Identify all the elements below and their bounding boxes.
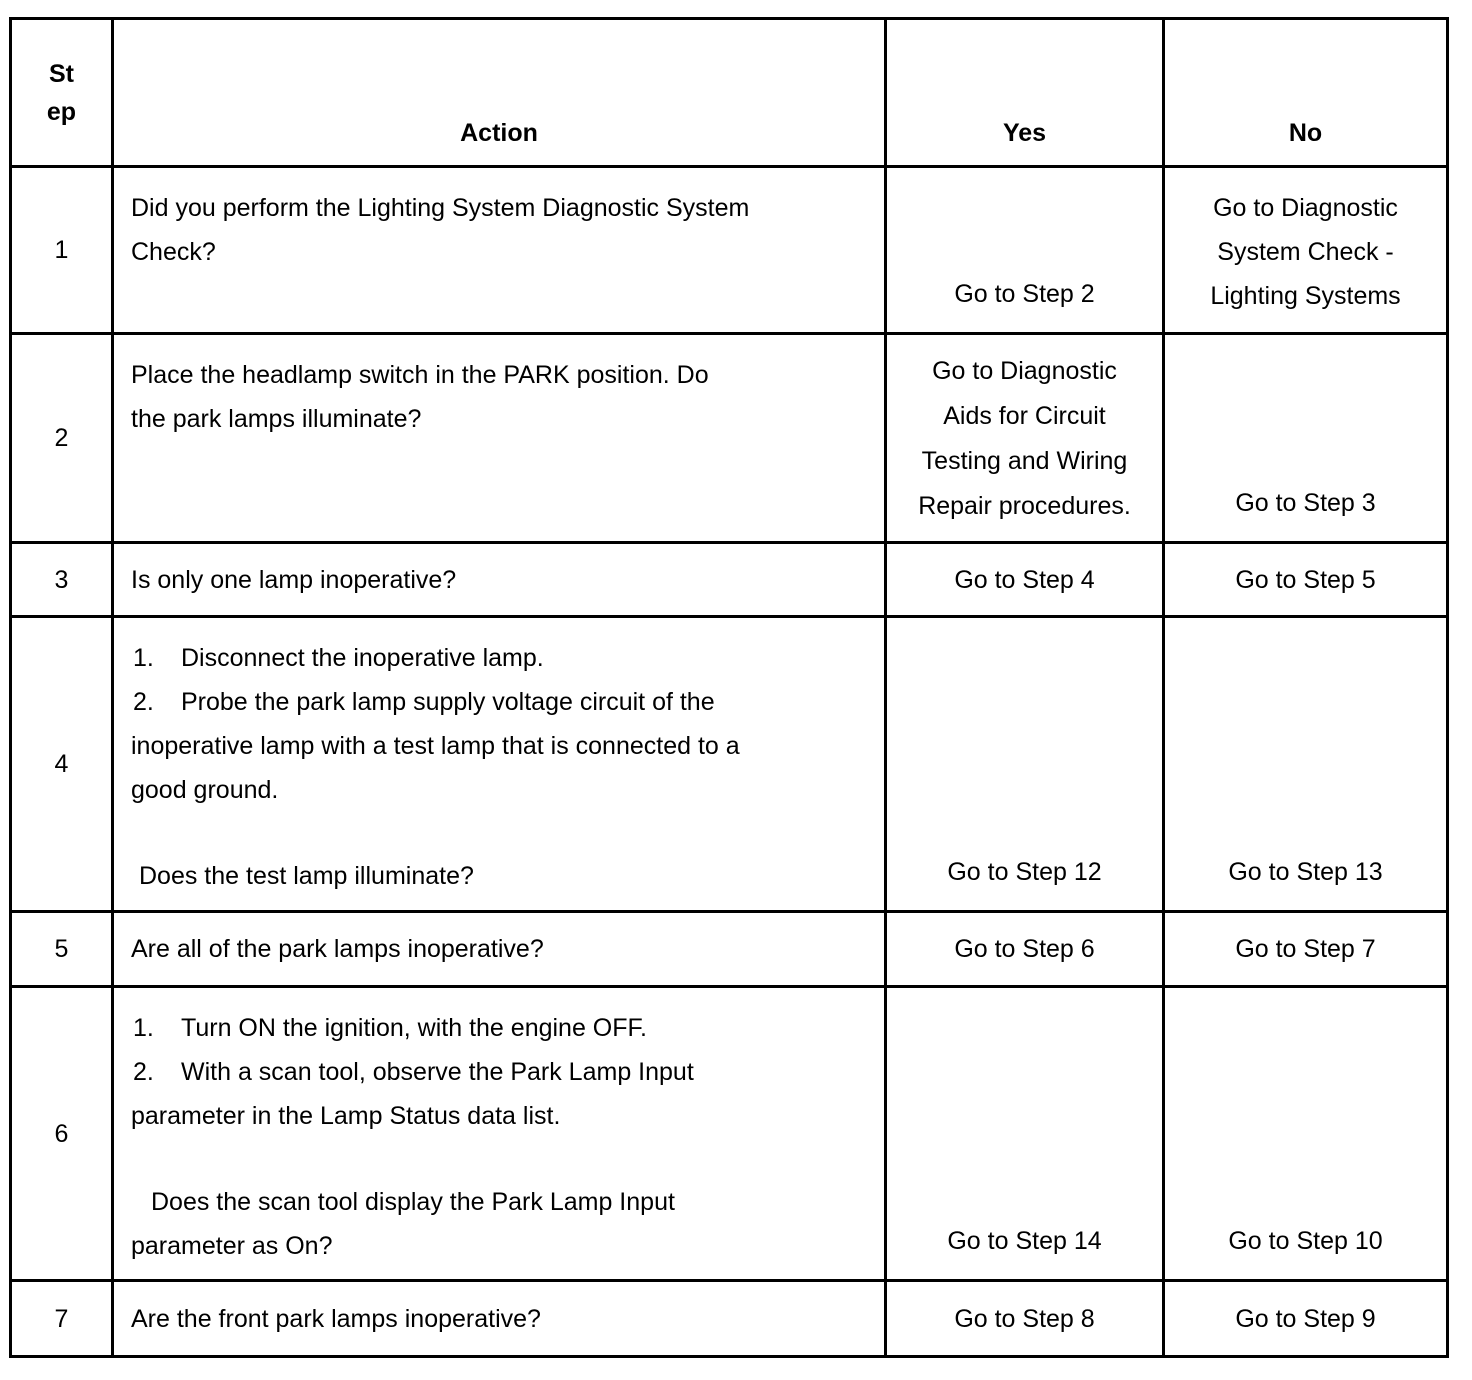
action-cell: Place the headlamp switch in the PARK position. Do the park lamps illuminate? (113, 334, 886, 543)
yes-cell: Go to Step 2 (886, 167, 1164, 334)
step-number: 5 (11, 912, 113, 987)
header-row (11, 19, 1448, 167)
table-row (11, 167, 1448, 334)
no-cell: Go to Step 10 (1164, 987, 1448, 1281)
question: Does the scan tool display the Park Lamp Input (151, 1188, 675, 1216)
table-row (11, 543, 1448, 617)
header-no: No (1164, 19, 1448, 167)
header-action: Action (113, 19, 886, 167)
action-cell: Are the front park lamps inoperative? (113, 1281, 886, 1357)
yes-cell: Go to Step 8 (886, 1281, 1164, 1357)
yes-cell: Go to Step 6 (886, 912, 1164, 987)
question: Does the test lamp illuminate? (139, 862, 474, 890)
step-number: 6 (11, 987, 113, 1281)
table-row (11, 912, 1448, 987)
no-cell: Go to Diagnostic System Check - Lighting Systems (1164, 167, 1448, 334)
no-cell: Go to Step 3 (1164, 334, 1448, 543)
diagnostic-table (9, 17, 1449, 1358)
step-number: 1 (11, 167, 113, 334)
table-row (11, 1281, 1448, 1357)
table-row (11, 987, 1448, 1281)
list-item: 2. With a scan tool, observe the Park Lamp Input (133, 1058, 694, 1086)
action-cell: 1. Turn ON the ignition, with the engine OFF. 2. With a scan tool, observe the Park Lamp Input parameter in the Lamp Status data list. Does the scan tool display the Park Lamp Input parameter as On? (113, 987, 886, 1281)
no-cell: Go to Step 13 (1164, 617, 1448, 912)
list-item: 2. Probe the park lamp supply voltage circuit of the (133, 688, 715, 716)
step-number: 3 (11, 543, 113, 617)
list-item: 1. Disconnect the inoperative lamp. (133, 644, 544, 672)
table-row (11, 334, 1448, 543)
step-number: 7 (11, 1281, 113, 1357)
action-cell: 1. Disconnect the inoperative lamp. 2. Probe the park lamp supply voltage circuit of the inoperative lamp with a test lamp that is connected to a good ground. Does the test lamp illuminate? (113, 617, 886, 912)
table-row (11, 617, 1448, 912)
yes-cell: Go to Step 14 (886, 987, 1164, 1281)
header-yes: Yes (886, 19, 1164, 167)
step-number: 4 (11, 617, 113, 912)
no-cell: Go to Step 9 (1164, 1281, 1448, 1357)
action-cell: Is only one lamp inoperative? (113, 543, 886, 617)
action-cell: Are all of the park lamps inoperative? (113, 912, 886, 987)
no-cell: Go to Step 7 (1164, 912, 1448, 987)
yes-cell: Go to Step 4 (886, 543, 1164, 617)
header-step: St ep (11, 19, 113, 167)
yes-cell: Go to Step 12 (886, 617, 1164, 912)
step-number: 2 (11, 334, 113, 543)
no-cell: Go to Step 5 (1164, 543, 1448, 617)
yes-cell: Go to Diagnostic Aids for Circuit Testing and Wiring Repair procedures. (886, 334, 1164, 543)
list-item: 1. Turn ON the ignition, with the engine OFF. (133, 1014, 647, 1042)
action-cell: Did you perform the Lighting System Diagnostic System Check? (113, 167, 886, 334)
